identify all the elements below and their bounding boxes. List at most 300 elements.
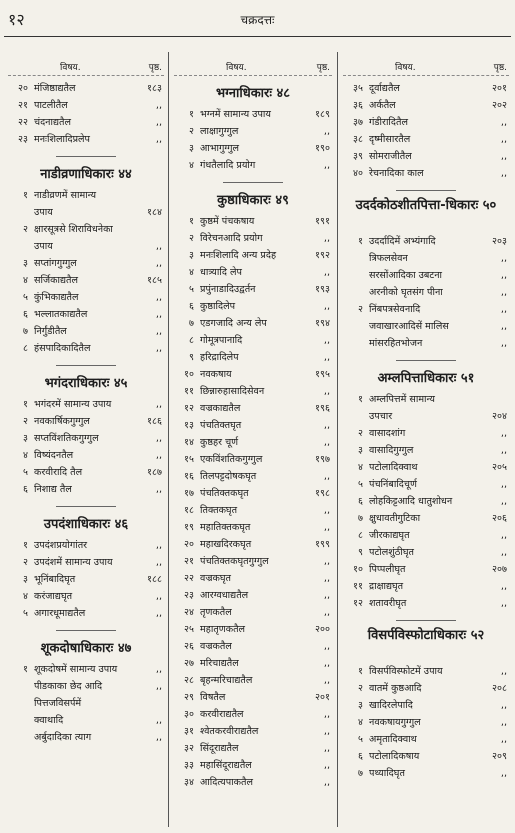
entry-page: १८३ <box>147 83 162 94</box>
entry-page: १८६ <box>147 416 162 427</box>
entry-title: वज्रकघृत <box>200 573 232 584</box>
entry-title: हरिद्रादिलेप <box>200 352 239 363</box>
entry-page: ,, <box>500 270 507 281</box>
entry-number: २० <box>18 83 28 94</box>
entry-page: १९६ <box>315 403 330 414</box>
column-header-page: पृष्ठ. <box>493 63 507 73</box>
index-entry <box>174 604 332 621</box>
entry-page: ,, <box>155 399 162 410</box>
entry-page: ,, <box>155 343 162 354</box>
entry-number: १९ <box>184 522 194 533</box>
column-header-subject: विषय. <box>226 63 247 73</box>
index-entry <box>343 165 509 182</box>
entry-page: ,, <box>155 681 162 692</box>
entry-number: ४ <box>23 591 28 602</box>
index-entry <box>8 306 164 323</box>
index-entry <box>174 502 332 519</box>
entry-page: ,, <box>500 547 507 558</box>
index-entry <box>343 544 509 561</box>
entry-number: ३ <box>23 433 28 444</box>
entry-page: ,, <box>500 598 507 609</box>
entry-page: ,, <box>155 241 162 252</box>
entry-title: श्वेतकरवीराद्यतैल <box>200 726 259 737</box>
entry-page: १८९ <box>315 109 330 120</box>
index-entry <box>343 148 509 165</box>
entry-title: पिप्पलीघृत <box>369 564 406 575</box>
entry-page: १९२ <box>315 250 330 261</box>
entry-title: पाटलीतैल <box>34 100 68 111</box>
column-header <box>174 58 332 76</box>
section-separator <box>396 620 456 621</box>
entry-page: ,, <box>155 557 162 568</box>
index-entry <box>343 442 509 459</box>
entry-title: भग्नमें सामान्य उपाय <box>200 109 271 120</box>
entry-page: १८५ <box>147 275 162 286</box>
entry-number: १३ <box>184 420 194 431</box>
entry-title: शूकदोषमें सामान्य उपाय <box>34 664 118 675</box>
entry-page: ,, <box>155 433 162 444</box>
index-entry <box>8 272 164 289</box>
entry-number: ८ <box>23 343 28 354</box>
entry-page: ,, <box>323 658 330 669</box>
entry-number: १ <box>358 666 363 677</box>
index-entry <box>174 723 332 740</box>
entry-page: ,, <box>500 168 507 179</box>
index-column-2 <box>174 58 332 827</box>
entry-title: नाडीव्रणमें सामान्य <box>34 190 97 201</box>
index-entry <box>174 349 332 366</box>
index-entry <box>343 714 509 731</box>
entry-number: २४ <box>184 607 194 618</box>
entry-number: ५ <box>358 479 363 490</box>
entry-page: २०७ <box>492 564 507 575</box>
index-entry <box>174 106 332 123</box>
entry-page: १९५ <box>315 369 330 380</box>
entry-page: ,, <box>500 321 507 332</box>
entry-page: २०३ <box>492 236 507 247</box>
entry-number: ४ <box>189 160 194 171</box>
entry-number: २ <box>23 416 28 427</box>
entry-page: ,, <box>500 666 507 677</box>
entry-title: धात्र्यादि लेप <box>200 267 242 278</box>
entry-number: २२ <box>18 117 28 128</box>
entry-title: नवकषाय <box>200 369 232 380</box>
entry-page: ,, <box>500 253 507 264</box>
entry-page: २०० <box>315 624 330 635</box>
entry-page: ,, <box>500 117 507 128</box>
index-entry <box>343 510 509 527</box>
entry-title: क्षुधावतीगुटिका <box>369 513 421 524</box>
entry-title: कुष्ठादिलेप <box>200 301 236 312</box>
index-entry <box>174 485 332 502</box>
entry-title: विरेचनआदि प्रयोग <box>200 233 263 244</box>
entry-title: प्रपुंनाडादिउद्वर्तन <box>200 284 256 295</box>
entry-number: ९ <box>189 352 194 363</box>
entry-title: करंजाद्यघृत <box>34 591 73 602</box>
entry-number: ६ <box>23 484 28 495</box>
index-entry <box>343 301 509 318</box>
entry-page: ,, <box>323 126 330 137</box>
entry-title: पटोलादिक्वाथ <box>369 462 418 473</box>
entry-title: अरनीको घृतसंग पीना <box>369 287 443 298</box>
entry-number: ११ <box>184 386 194 397</box>
entry-page: २०१ <box>492 83 507 94</box>
entry-number: २५ <box>184 624 194 635</box>
entry-title: कुष्ठमें पंचकषाय <box>200 216 255 227</box>
entry-number: ३ <box>23 258 28 269</box>
entry-title: अम्लपित्तमें सामान्य <box>369 394 435 405</box>
index-entry <box>8 289 164 306</box>
entry-title: क्वाथादि <box>34 715 64 726</box>
entry-page: ,, <box>323 709 330 720</box>
entry-title: महातृणकतैल <box>200 624 246 635</box>
index-entry <box>343 425 509 442</box>
entry-title: पित्तजविसर्पमें <box>34 698 82 709</box>
index-entry <box>343 680 509 697</box>
entry-number: २ <box>189 126 194 137</box>
entry-page: १८८ <box>147 574 162 585</box>
entry-number: १ <box>23 399 28 410</box>
entry-title: दूर्वाद्यतैल <box>369 83 400 94</box>
entry-title: वज्रकाद्यतैल <box>200 403 241 414</box>
entry-title: वासादिगुग्गुल <box>369 445 414 456</box>
index-entry <box>8 588 164 605</box>
entry-page: ,, <box>323 233 330 244</box>
entry-title: मनःशिलादि अन्य प्रदेह <box>200 250 277 261</box>
index-column-1 <box>8 58 164 827</box>
index-entry <box>174 400 332 417</box>
entry-page: ,, <box>500 530 507 541</box>
entry-title: पटोलशुंठीघृत <box>369 547 414 558</box>
entry-title: सर्जिकाद्यतैल <box>34 275 78 286</box>
index-entry <box>8 238 164 255</box>
entry-page: ,, <box>323 352 330 363</box>
entry-page: २०६ <box>492 513 507 524</box>
entry-number: १ <box>189 109 194 120</box>
entry-title: मनःशिलादिप्रलेप <box>34 134 90 145</box>
entry-number: १२ <box>353 598 363 609</box>
index-entry <box>8 396 164 413</box>
index-entry <box>343 561 509 578</box>
entry-page: ,, <box>500 496 507 507</box>
index-entry <box>8 430 164 447</box>
index-entry <box>174 451 332 468</box>
entry-title: अर्कतैल <box>369 100 396 111</box>
entry-number: २ <box>358 683 363 694</box>
entry-title: रेचनादिका काल <box>369 168 424 179</box>
entry-number: २ <box>23 557 28 568</box>
entry-title: करवीरादि तैल <box>34 467 83 478</box>
entry-page: २०५ <box>492 462 507 473</box>
index-entry <box>343 267 509 284</box>
entry-title: आभागुग्गुल <box>200 143 240 154</box>
entry-number: १५ <box>184 454 194 465</box>
index-entry <box>8 323 164 340</box>
entry-page: ,, <box>323 641 330 652</box>
entry-page: ,, <box>155 292 162 303</box>
index-entry <box>343 284 509 301</box>
index-entry <box>8 413 164 430</box>
entry-title: उदर्दादिमें अभ्यंगादि <box>369 236 436 247</box>
entry-title: सरसोंआदिका उबटना <box>369 270 443 281</box>
entry-number: ६ <box>23 309 28 320</box>
entry-number: ३ <box>358 700 363 711</box>
entry-page: ,, <box>323 437 330 448</box>
index-entry <box>174 774 332 791</box>
entry-title: उपदंशप्रयोगांतर <box>34 540 88 551</box>
entry-title: दृष्मीसारतैल <box>369 134 411 145</box>
entry-page: ,, <box>323 726 330 737</box>
index-entry <box>174 689 332 706</box>
entry-page: ,, <box>323 471 330 482</box>
entry-title: लोहकिट्टआदि धातुशोधन <box>369 496 453 507</box>
entry-title: गोमूत्रपानादि <box>200 335 243 346</box>
entry-page: ,, <box>155 117 162 128</box>
section-separator <box>56 630 116 631</box>
entry-title: विष्यंदनतैल <box>34 450 74 461</box>
entry-title: भगंदरमें सामान्य उपाय <box>34 399 112 410</box>
entry-number: ५ <box>23 467 28 478</box>
section-separator <box>396 360 456 361</box>
index-entry <box>8 661 164 678</box>
entry-number: ४ <box>23 275 28 286</box>
entry-number: ८ <box>189 335 194 346</box>
index-entry <box>8 97 164 114</box>
index-entry <box>8 481 164 498</box>
column-divider <box>168 52 169 827</box>
entry-title: द्राक्षाद्यघृत <box>369 581 404 592</box>
entry-page: ,, <box>155 715 162 726</box>
entry-page: ,, <box>500 338 507 349</box>
entry-page: ,, <box>155 608 162 619</box>
section-heading: कुष्ठाधिकारः ४९ <box>217 193 289 208</box>
entry-title: उपचार <box>369 411 393 422</box>
entry-number: ४ <box>189 267 194 278</box>
index-entry <box>174 672 332 689</box>
entry-number: ३ <box>23 574 28 585</box>
entry-number: ४० <box>353 168 363 179</box>
entry-page: ,, <box>155 100 162 111</box>
entry-page: ,, <box>323 386 330 397</box>
entry-page: ,, <box>323 590 330 601</box>
index-entry <box>343 765 509 782</box>
section-heading: उदर्दकोठशीतपित्ता-धिकारः ५० <box>355 198 497 213</box>
entry-number: ३७ <box>353 117 363 128</box>
entry-page: २०२ <box>492 100 507 111</box>
index-entry <box>8 221 164 238</box>
entry-number: १ <box>189 216 194 227</box>
entry-number: ५ <box>358 734 363 745</box>
entry-title: तृणकतैल <box>200 607 232 618</box>
entry-page: ,, <box>500 717 507 728</box>
entry-title: पंचतिक्तकघृतगुग्गुल <box>200 556 269 567</box>
entry-number: ६ <box>189 301 194 312</box>
entry-page: ,, <box>323 522 330 533</box>
index-entry <box>8 678 164 695</box>
entry-number: ३ <box>358 445 363 456</box>
index-entry <box>343 233 509 250</box>
entry-title: सोमराजीतैल <box>369 151 412 162</box>
entry-title: लाक्षागुग्गुल <box>200 126 239 137</box>
index-entry <box>174 264 332 281</box>
entry-title: अर्बुदादिका त्याग <box>34 732 92 743</box>
entry-title: हंसपादिकादितैल <box>34 343 91 354</box>
section-heading: अम्लपित्ताधिकारः ५१ <box>377 371 475 386</box>
entry-page: ,, <box>155 540 162 551</box>
entry-title: एकविंशतिकगुग्गुल <box>200 454 263 465</box>
entry-number: १ <box>23 664 28 675</box>
index-entry <box>174 140 332 157</box>
entry-title: मरिचाद्यतैल <box>200 658 239 669</box>
index-entry <box>343 476 509 493</box>
entry-page: ,, <box>500 581 507 592</box>
entry-title: बृहन्मरिचाद्यतैल <box>200 675 253 686</box>
entry-title: कुष्ठहर चूर्ण <box>200 437 239 448</box>
index-entry <box>174 570 332 587</box>
entry-title: एडगजादि अन्य लेप <box>200 318 267 329</box>
index-entry <box>8 340 164 357</box>
index-entry <box>8 255 164 272</box>
index-entry <box>8 187 164 204</box>
entry-number: ७ <box>189 318 194 329</box>
entry-number: ४ <box>358 717 363 728</box>
index-entry <box>174 366 332 383</box>
entry-number: ९ <box>358 547 363 558</box>
index-entry <box>8 537 164 554</box>
index-entry <box>8 605 164 622</box>
index-entry <box>8 131 164 148</box>
entry-number: ७ <box>358 768 363 779</box>
entry-title: तिलपट्टदोषकघृत <box>200 471 257 482</box>
entry-title: महाखदिरकघृत <box>200 539 252 550</box>
entry-number: ३१ <box>184 726 194 737</box>
section-heading: उपदंशाधिकारः ४६ <box>43 517 129 532</box>
entry-page: ,, <box>500 768 507 779</box>
index-entry <box>343 335 509 352</box>
index-entry <box>343 731 509 748</box>
index-entry <box>8 729 164 746</box>
entry-page: २०१ <box>315 692 330 703</box>
column-header <box>8 58 164 76</box>
entry-number: ३ <box>189 143 194 154</box>
index-entry <box>343 527 509 544</box>
entry-page: ,, <box>500 734 507 745</box>
index-entry <box>174 621 332 638</box>
entry-page: १८७ <box>147 467 162 478</box>
index-entry <box>343 80 509 97</box>
entry-page: ,, <box>323 556 330 567</box>
entry-page: ,, <box>155 258 162 269</box>
entry-number: ८ <box>358 530 363 541</box>
index-entry <box>174 230 332 247</box>
index-entry <box>174 468 332 485</box>
entry-title: जवाखारआदिसें मालिस <box>369 321 449 332</box>
entry-page: ,, <box>500 287 507 298</box>
index-entry <box>8 571 164 588</box>
index-entry <box>174 332 332 349</box>
entry-number: २ <box>189 233 194 244</box>
index-entry <box>8 712 164 729</box>
entry-page: ,, <box>323 505 330 516</box>
section-separator <box>56 365 116 366</box>
entry-number: ५ <box>23 608 28 619</box>
section-heading: विसर्पविस्फोटाधिकारः ५२ <box>367 628 485 643</box>
entry-page: ,, <box>500 304 507 315</box>
column-divider <box>337 52 338 827</box>
entry-page: ,, <box>500 700 507 711</box>
index-entry <box>8 114 164 131</box>
entry-title: चंदनाद्यतैल <box>34 117 72 128</box>
entry-page: २०९ <box>492 751 507 762</box>
index-entry <box>343 97 509 114</box>
index-entry <box>174 281 332 298</box>
entry-number: १ <box>358 236 363 247</box>
entry-title: महासिंदूराद्यतैल <box>200 760 252 771</box>
column-header-subject: विषय. <box>60 63 81 73</box>
section-separator <box>223 182 283 183</box>
entry-title: निशाद्य तैल <box>34 484 72 495</box>
section-separator <box>56 506 116 507</box>
section-heading: भग्नाधिकारः ४८ <box>215 86 291 101</box>
entry-page: ,, <box>500 479 507 490</box>
entry-number: १ <box>358 394 363 405</box>
entry-number: २८ <box>184 675 194 686</box>
entry-title: महातिक्तकघृत <box>200 522 251 533</box>
entry-number: २ <box>358 304 363 315</box>
entry-number: १२ <box>184 403 194 414</box>
entry-number: ५ <box>189 284 194 295</box>
index-entry <box>174 417 332 434</box>
entry-number: २२ <box>184 573 194 584</box>
entry-title: कुंभिकाद्यतैल <box>34 292 79 303</box>
entry-number: २७ <box>184 658 194 669</box>
column-header-subject: विषय. <box>395 63 416 73</box>
section-separator <box>396 190 456 191</box>
entry-number: ३२ <box>184 743 194 754</box>
entry-title: जीरकाद्यघृत <box>369 530 410 541</box>
index-entry <box>174 298 332 315</box>
entry-page: ,, <box>155 732 162 743</box>
entry-title: विषतैल <box>200 692 226 703</box>
entry-title: भल्लातकाद्यतैल <box>34 309 88 320</box>
entry-page: ,, <box>323 420 330 431</box>
entry-page: ,, <box>500 445 507 456</box>
entry-title: पंचनिंबादिचूर्ण <box>369 479 417 490</box>
index-entry <box>174 315 332 332</box>
entry-page: ,, <box>155 450 162 461</box>
column-header-page: पृष्ठ. <box>316 63 330 73</box>
entry-page: ,, <box>323 301 330 312</box>
entry-title: आदित्यपाकतैल <box>200 777 254 788</box>
section-heading: भगंदराधिकारः ४५ <box>44 376 128 391</box>
page-number: १२ <box>8 10 25 29</box>
index-entry <box>174 587 332 604</box>
section-heading: शूकदोषाधिकारः ४७ <box>40 641 132 656</box>
entry-page: ,, <box>323 675 330 686</box>
entry-title: उपाय <box>34 241 53 252</box>
header-rule <box>4 36 511 37</box>
entry-page: ,, <box>155 134 162 145</box>
index-entry <box>174 740 332 757</box>
entry-number: ३९ <box>353 151 363 162</box>
entry-number: २९ <box>184 692 194 703</box>
index-entry <box>174 638 332 655</box>
entry-title: उपदंशमें सामान्य उपाय <box>34 557 113 568</box>
entry-number: २० <box>184 539 194 550</box>
entry-title: गंडीरादितैल <box>369 117 408 128</box>
entry-title: गंधतैलादि प्रयोग <box>200 160 256 171</box>
index-entry <box>174 123 332 140</box>
